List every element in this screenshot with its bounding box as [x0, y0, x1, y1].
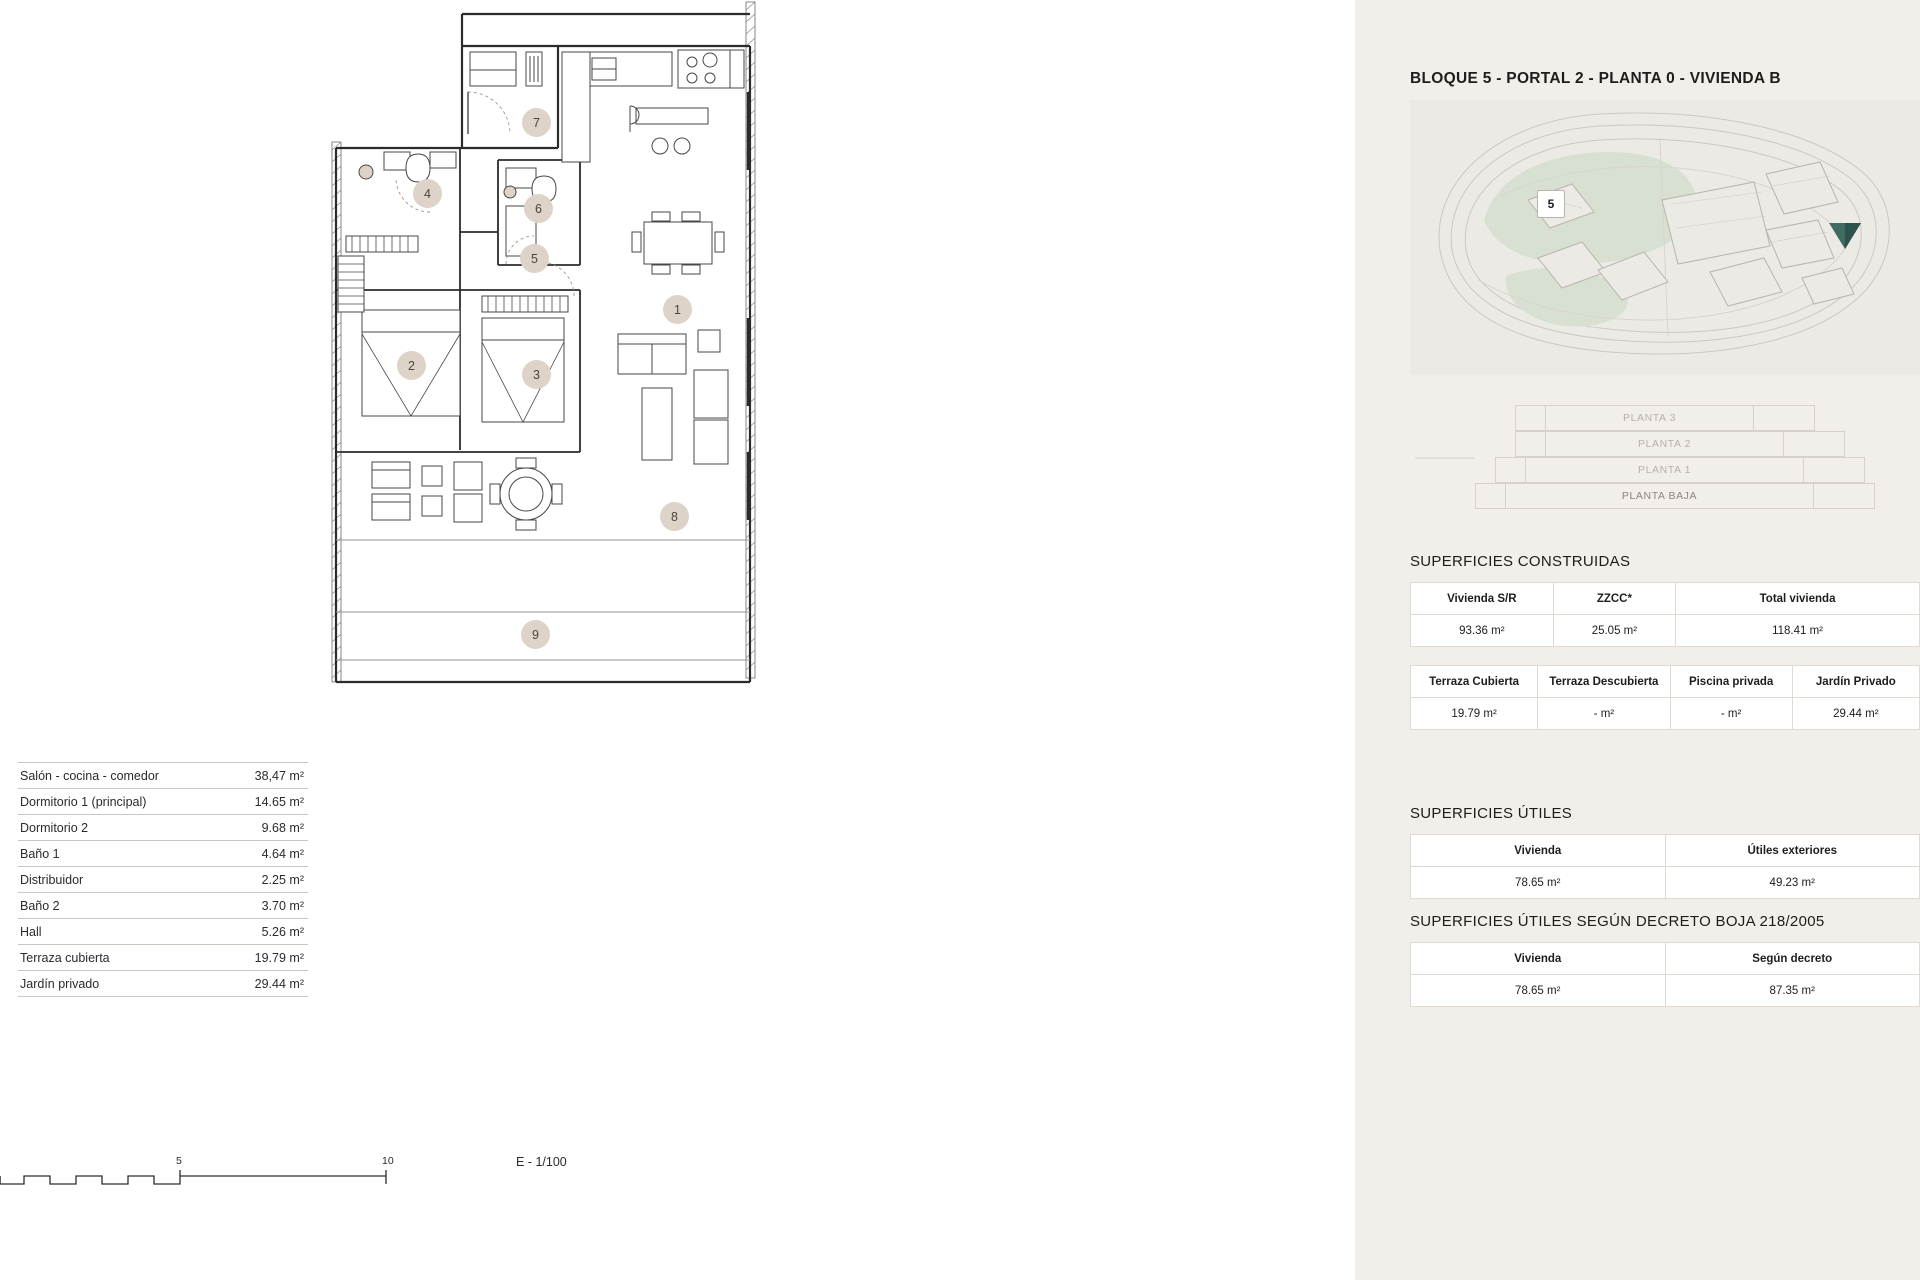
legend-room-name: Dormitorio 1 (principal)	[20, 794, 147, 809]
section-heading-utiles: SUPERFICIES ÚTILES	[1410, 805, 1573, 822]
legend-room-area: 9.68 m²	[261, 820, 304, 835]
table-header-row	[1411, 943, 1920, 975]
legend-room-name: Salón - cocina - comedor	[20, 768, 159, 783]
room-tag-3: 3	[522, 360, 551, 389]
floor-row-planta-1[interactable]	[1495, 457, 1865, 483]
legend-room-name: Baño 1	[20, 846, 60, 861]
table-cell: 49.23 m²	[1665, 867, 1920, 899]
table-cell: 25.05 m²	[1553, 615, 1675, 647]
site-plan-block-marker: 5	[1537, 190, 1565, 218]
column-header: Piscina privada	[1670, 666, 1792, 698]
column-header: Útiles exteriores	[1665, 835, 1920, 867]
legend-room-area: 38,47 m²	[254, 768, 304, 783]
table-header-row	[1411, 666, 1920, 698]
legend-room-area: 29.44 m²	[254, 976, 304, 991]
room-area-legend	[18, 762, 308, 997]
table-cell: - m²	[1670, 698, 1792, 730]
floor-plan	[330, 0, 970, 860]
column-header: Vivienda S/R	[1411, 583, 1554, 615]
floor-row-planta-2[interactable]	[1515, 431, 1845, 457]
column-header: Terraza Cubierta	[1411, 666, 1538, 698]
legend-room-name: Terraza cubierta	[20, 950, 110, 965]
list-item	[18, 919, 308, 945]
floor-plan-drawing	[330, 0, 970, 860]
table-header-row	[1411, 835, 1920, 867]
legend-room-area: 14.65 m²	[254, 794, 304, 809]
room-tag-9: 9	[521, 620, 550, 649]
list-item	[18, 841, 308, 867]
legend-room-name: Jardín privado	[20, 976, 100, 991]
floor-row-planta-baja[interactable]	[1475, 483, 1875, 509]
floor-label: PLANTA 2	[1546, 432, 1784, 456]
column-header: Total vivienda	[1676, 583, 1920, 615]
north-arrow-icon	[1825, 215, 1865, 255]
table-superficies-construidas	[1410, 582, 1920, 647]
table-row	[1411, 867, 1920, 899]
floor-row-planta-3[interactable]	[1515, 405, 1815, 431]
floor-label: PLANTA 1	[1526, 458, 1804, 482]
column-header: Según decreto	[1665, 943, 1920, 975]
list-item	[18, 945, 308, 971]
scale-tick-5: 5	[176, 1155, 182, 1167]
info-panel	[1355, 0, 1920, 1280]
room-tag-5: 5	[520, 244, 549, 273]
scale-label: E - 1/100	[516, 1155, 567, 1169]
legend-room-area: 19.79 m²	[254, 950, 304, 965]
table-row	[1411, 975, 1920, 1007]
legend-room-area: 3.70 m²	[261, 898, 304, 913]
room-tag-8: 8	[660, 502, 689, 531]
floor-label-active: PLANTA BAJA	[1506, 484, 1814, 508]
table-superficies-decreto	[1410, 942, 1920, 1007]
table-row	[1411, 615, 1920, 647]
legend-room-area: 5.26 m²	[261, 924, 304, 939]
legend-room-area: 2.25 m²	[261, 872, 304, 887]
table-header-row	[1411, 583, 1920, 615]
table-cell: 19.79 m²	[1411, 698, 1538, 730]
table-cell: 78.65 m²	[1411, 975, 1666, 1007]
column-header: ZZCC*	[1553, 583, 1675, 615]
table-cell: 118.41 m²	[1676, 615, 1920, 647]
legend-room-name: Dormitorio 2	[20, 820, 89, 835]
column-header: Vivienda	[1411, 835, 1666, 867]
column-header: Jardín Privado	[1792, 666, 1919, 698]
column-header: Vivienda	[1411, 943, 1666, 975]
legend-room-name: Hall	[20, 924, 42, 939]
floor-leader-line	[1415, 457, 1475, 459]
room-tag-1: 1	[663, 295, 692, 324]
column-header: Terraza Descubierta	[1538, 666, 1670, 698]
table-superficies-exteriores	[1410, 665, 1920, 730]
table-cell: - m²	[1538, 698, 1670, 730]
section-heading-decreto: SUPERFICIES ÚTILES SEGÚN DECRETO BOJA 218/2005	[1410, 913, 1825, 930]
table-row	[1411, 698, 1920, 730]
table-cell: 29.44 m²	[1792, 698, 1919, 730]
list-item	[18, 971, 308, 997]
legend-room-name: Baño 2	[20, 898, 60, 913]
list-item	[18, 762, 308, 789]
floor-selector-diagram	[1455, 405, 1875, 515]
table-cell: 93.36 m²	[1411, 615, 1554, 647]
floor-label: PLANTA 3	[1546, 406, 1754, 430]
list-item	[18, 789, 308, 815]
room-tag-4: 4	[413, 179, 442, 208]
table-cell: 87.35 m²	[1665, 975, 1920, 1007]
table-superficies-utiles	[1410, 834, 1920, 899]
scale-tick-10: 10	[382, 1155, 394, 1167]
legend-room-area: 4.64 m²	[261, 846, 304, 861]
legend-room-name: Distribuidor	[20, 872, 84, 887]
room-tag-6: 6	[524, 194, 553, 223]
room-tag-2: 2	[397, 351, 426, 380]
list-item	[18, 815, 308, 841]
scale-bar	[0, 1148, 556, 1198]
room-tag-7: 7	[522, 108, 551, 137]
section-heading-construidas: SUPERFICIES CONSTRUIDAS	[1410, 553, 1631, 570]
list-item	[18, 893, 308, 919]
page-title: BLOQUE 5 - PORTAL 2 - PLANTA 0 - VIVIENDA B	[1410, 70, 1781, 87]
list-item	[18, 867, 308, 893]
table-cell: 78.65 m²	[1411, 867, 1666, 899]
